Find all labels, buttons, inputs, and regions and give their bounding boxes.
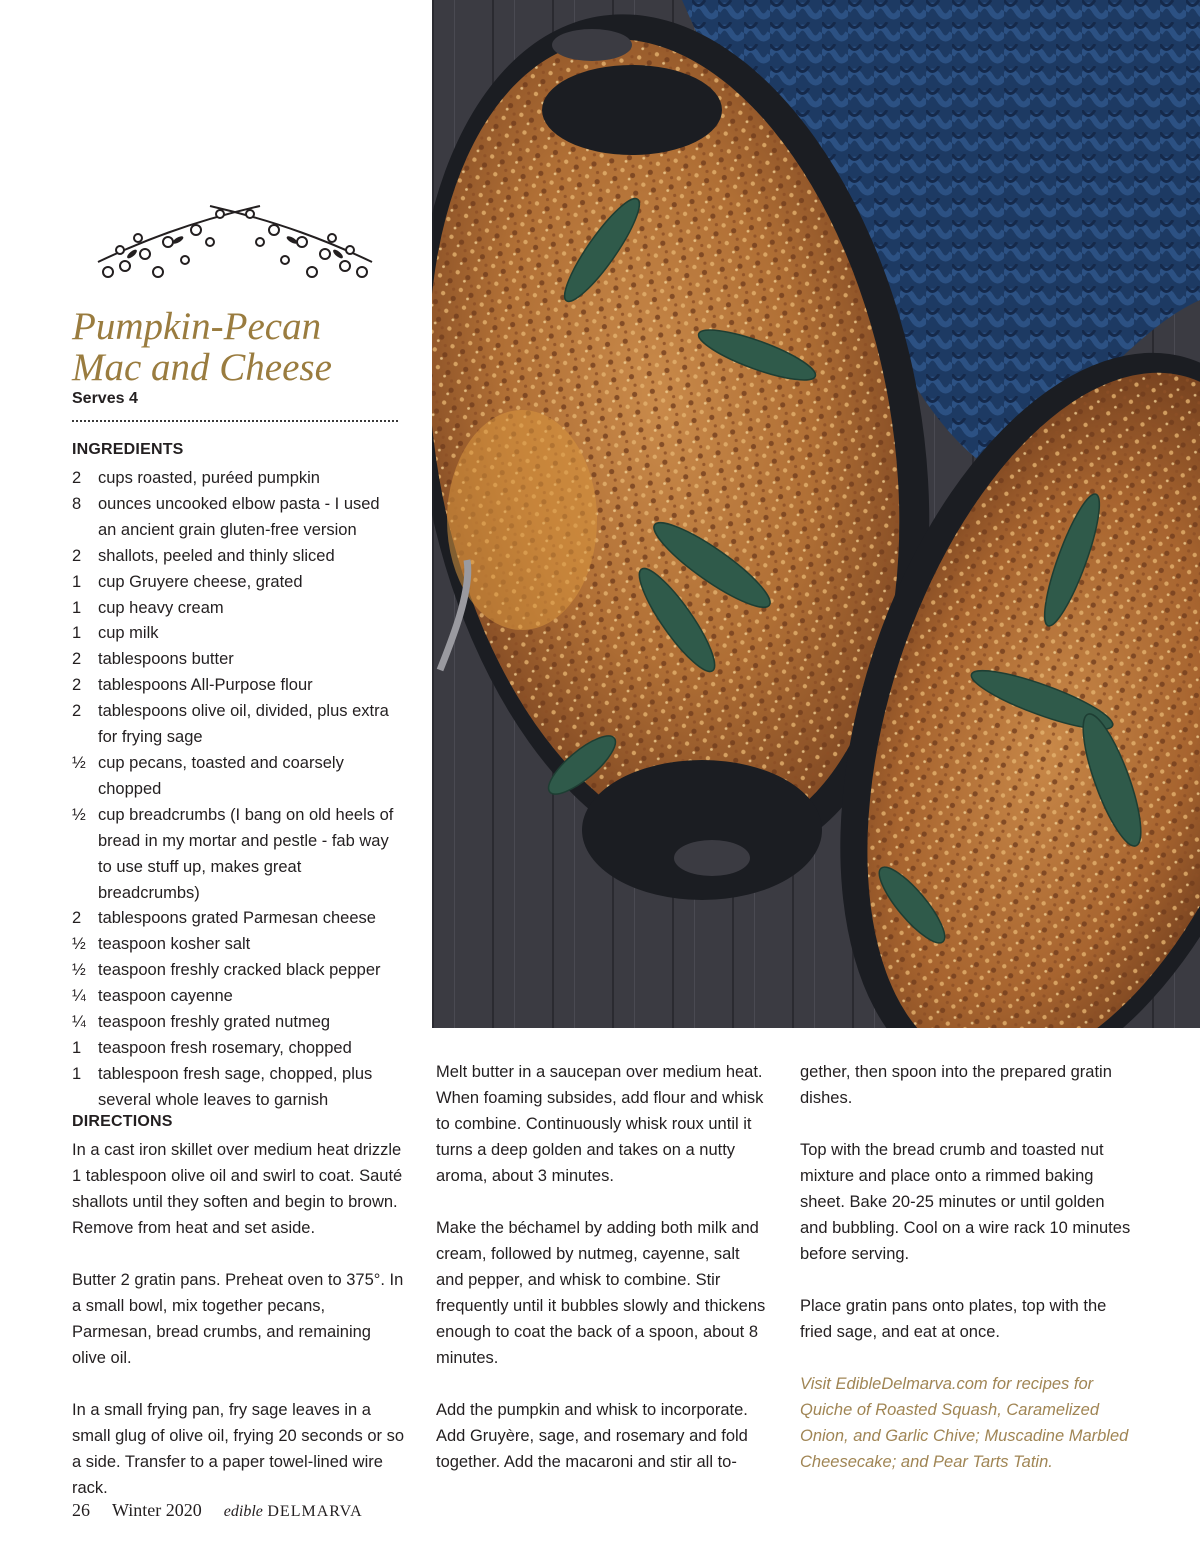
- ingredient-quantity: ½: [72, 805, 86, 824]
- ingredient-quantity: 2: [72, 650, 82, 669]
- recipe-photo: [432, 0, 1200, 1028]
- direction-paragraph: Top with the bread crumb and toasted nut mixture and place onto a rimmed baking sheet. Bake 20-25 minutes or until golden and bubbling. Cool on a wire rack 10 minutes before serving.: [800, 1141, 1131, 1263]
- ingredient-text: cup breadcrumbs (I bang on old heels of bread in my mortar and pestle - fab way to use stuff up, makes great breadcrumbs): [98, 805, 394, 902]
- ingredient-text: tablespoons grated Parmesan cheese: [98, 909, 376, 928]
- ingredient-text: teaspoon kosher salt: [98, 935, 251, 954]
- publication-name: DELMARVA: [267, 1503, 363, 1520]
- ingredient-item: [72, 1062, 402, 1114]
- ingredient-item: [72, 932, 402, 958]
- ingredient-text: teaspoon cayenne: [98, 987, 233, 1006]
- ingredient-item: [72, 647, 402, 673]
- mac-and-cheese-gratin-photo: [432, 0, 1200, 1028]
- ingredient-text: teaspoon freshly cracked black pepper: [98, 961, 381, 980]
- recipe-title-line1: Pumpkin-Pecan: [72, 305, 322, 348]
- branch-berries-ornament-icon: [90, 192, 380, 284]
- ingredient-item: [72, 621, 402, 647]
- ingredient-item: [72, 1010, 402, 1036]
- direction-paragraph: Butter 2 gratin pans. Preheat oven to 375°. In a small bowl, mix together pecans, Parmesan, bread crumbs, and remaining olive oil.: [72, 1271, 404, 1367]
- publication-prefix: edible: [223, 1503, 263, 1520]
- ingredient-quantity: 1: [72, 572, 82, 591]
- ingredient-quantity: 2: [72, 909, 82, 928]
- ingredient-item: [72, 1036, 402, 1062]
- ingredient-item: [72, 906, 402, 932]
- ingredient-quantity: 1: [72, 1038, 82, 1057]
- direction-paragraph: In a small frying pan, fry sage leaves in a small glug of olive oil, frying 20 seconds or so a side. Transfer to a paper towel-lined wire rack.: [72, 1401, 404, 1497]
- directions-column-1: [72, 1137, 406, 1501]
- ingredient-text: tablespoon fresh sage, chopped, plus several whole leaves to garnish: [98, 1064, 373, 1109]
- ingredient-text: cup pecans, toasted and coarsely chopped: [98, 753, 344, 798]
- ingredient-quantity: 1: [72, 624, 82, 643]
- ingredient-quantity: 1: [72, 1064, 82, 1083]
- ingredient-text: shallots, peeled and thinly sliced: [98, 546, 335, 565]
- direction-paragraph: gether, then spoon into the prepared gratin dishes.: [800, 1063, 1112, 1107]
- ingredient-quantity: 2: [72, 702, 82, 721]
- direction-paragraph: Add the pumpkin and whisk to incorporate. Add Gruyère, sage, and rosemary and fold together. Add the macaroni and stir all to-: [436, 1401, 748, 1471]
- page-footer: [72, 1500, 363, 1521]
- ingredients-list: [72, 466, 402, 1114]
- ingredient-text: cup Gruyere cheese, grated: [98, 572, 303, 591]
- ingredient-text: teaspoon freshly grated nutmeg: [98, 1013, 331, 1032]
- ingredient-text: teaspoon fresh rosemary, chopped: [98, 1038, 352, 1057]
- ingredient-quantity: ¼: [72, 1013, 86, 1032]
- directions-heading: DIRECTIONS: [72, 1113, 173, 1130]
- ingredients-heading: INGREDIENTS: [72, 441, 184, 458]
- dotted-divider: [72, 420, 398, 422]
- page-number: 26: [72, 1500, 90, 1520]
- ingredient-item: [72, 803, 402, 907]
- ingredient-item: [72, 544, 402, 570]
- issue-label: Winter 2020: [112, 1500, 202, 1520]
- ingredient-text: tablespoons olive oil, divided, plus extra for frying sage: [98, 702, 389, 747]
- ingredient-quantity: ¼: [72, 987, 86, 1006]
- ingredient-item: [72, 958, 402, 984]
- direction-paragraph: Make the béchamel by adding both milk and cream, followed by nutmeg, cayenne, salt and pepper, and whisk to combine. Stir frequently until it bubbles slowly and thickens enough to coat the back of a spoon, about 8 minutes.: [436, 1219, 766, 1367]
- ingredient-item: [72, 570, 402, 596]
- ingredient-quantity: ½: [72, 961, 86, 980]
- recipe-title: [72, 306, 332, 388]
- ingredient-quantity: 2: [72, 676, 82, 695]
- website-promo-text: Visit EdibleDelmarva.com for recipes for Quiche of Roasted Squash, Caramelized Onion, and Garlic Chive; Muscadine Marbled Cheesecake; and Pear Tarts Tatin.: [800, 1375, 1129, 1471]
- ingredient-text: tablespoons All-Purpose flour: [98, 676, 313, 695]
- ingredient-text: ounces uncooked elbow pasta - I used an ancient grain gluten-free version: [98, 494, 380, 539]
- ingredient-text: cups roasted, puréed pumpkin: [98, 469, 320, 487]
- ingredient-item: [72, 751, 402, 803]
- ingredient-quantity: 1: [72, 598, 82, 617]
- ingredient-quantity: ½: [72, 753, 86, 772]
- ingredient-quantity: ½: [72, 935, 86, 954]
- ingredient-item: [72, 984, 402, 1010]
- ingredient-quantity: 8: [72, 494, 82, 513]
- directions-column-3: [800, 1059, 1135, 1475]
- ingredient-quantity: 2: [72, 546, 82, 565]
- ingredient-item: [72, 466, 402, 492]
- ingredient-text: tablespoons butter: [98, 650, 234, 669]
- direction-paragraph: In a cast iron skillet over medium heat drizzle 1 tablespoon olive oil and swirl to coat. Sauté shallots until they soften and begin to brown. Remove from heat and set aside.: [72, 1141, 403, 1237]
- ingredient-item: [72, 673, 402, 699]
- ingredient-item: [72, 596, 402, 622]
- direction-paragraph: Melt butter in a saucepan over medium heat. When foaming subsides, add flour and whisk to combine. Continuously whisk roux until it turns a deep golden and takes on a nutty aroma, about 3 minutes.: [436, 1063, 764, 1185]
- recipe-title-line2: Mac and Cheese: [72, 346, 332, 389]
- directions-column-2: [436, 1059, 768, 1475]
- ingredient-quantity: 2: [72, 469, 82, 487]
- ingredient-item: [72, 492, 402, 544]
- ingredient-text: cup milk: [98, 624, 159, 643]
- ingredient-text: cup heavy cream: [98, 598, 224, 617]
- servings: Serves 4: [72, 390, 138, 407]
- ingredient-item: [72, 699, 402, 751]
- direction-paragraph: Place gratin pans onto plates, top with the fried sage, and eat at once.: [800, 1297, 1107, 1341]
